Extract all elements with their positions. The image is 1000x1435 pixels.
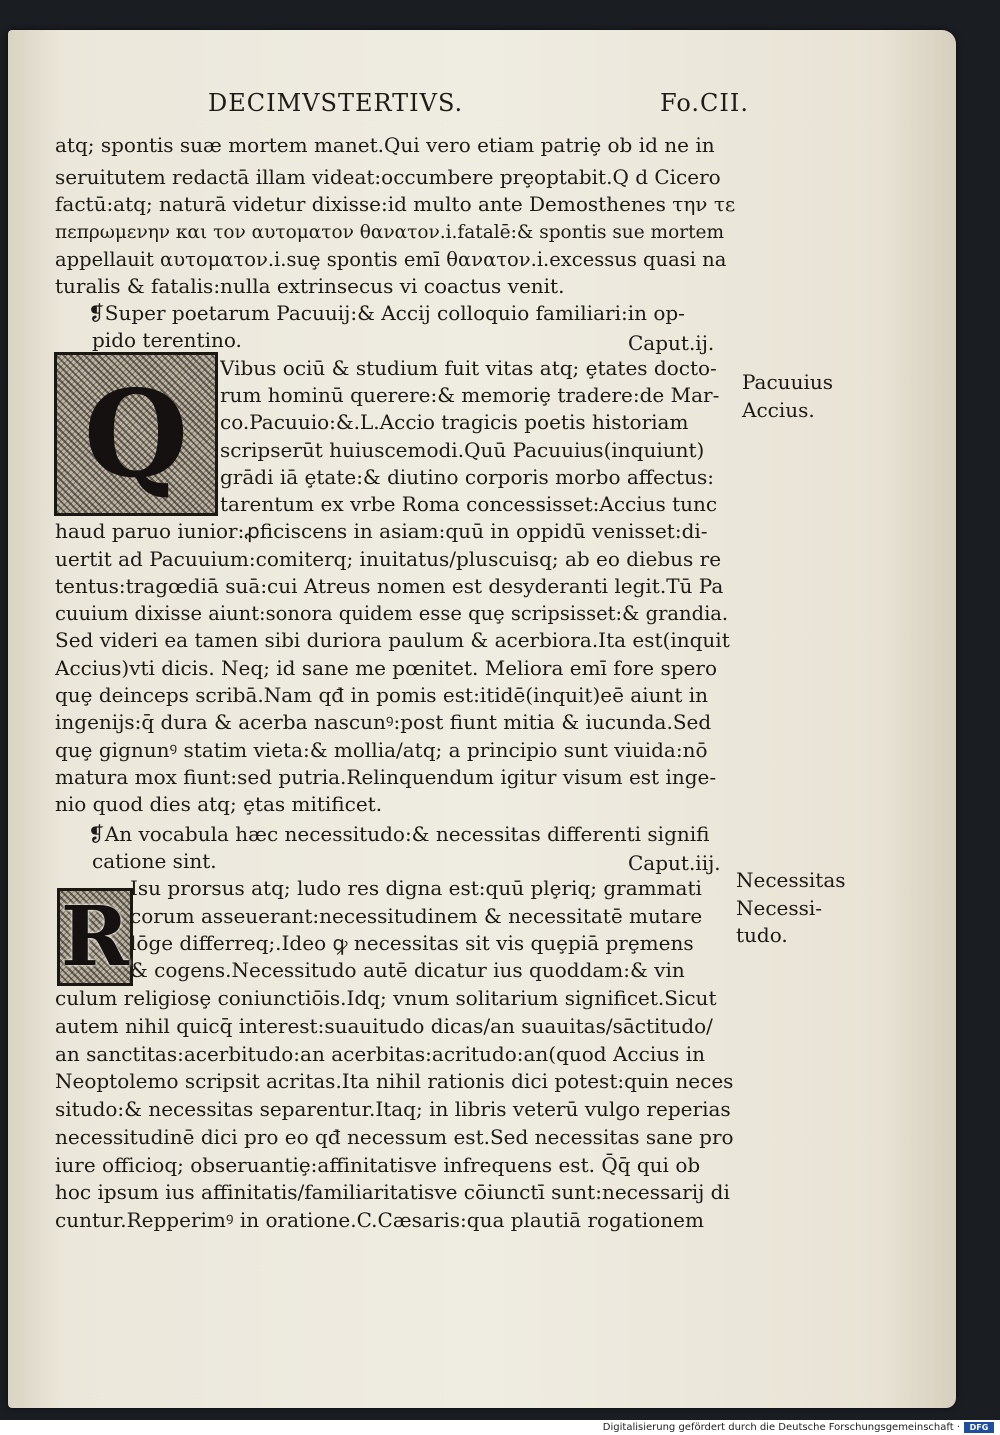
chapter-mark: Caput.ij. <box>628 331 715 355</box>
text-line: atq; spontis suæ mortem manet.Qui vero etiam patriȩ ob id ne in <box>55 133 715 157</box>
text-line: & cogens.Necessitudo autē dicatur ius quoddam:& vin <box>130 958 685 982</box>
text-line: cuuium dixisse aiunt:sonora quidem esse quȩ scripsisset:& grandia. <box>55 602 729 625</box>
funding-credit: Digitalisierung gefördert durch die Deutsche Forschungsgemeinschaft · <box>602 1422 960 1433</box>
text-line: necessitudinē dici pro eo qđ necessum est.Sed necessitas sane pro <box>55 1125 734 1149</box>
chapter-heading: catione sint. <box>92 849 217 873</box>
text-line: Neoptolemo scripsit acritas.Ita nihil rationis dici potest:quin neces <box>55 1069 734 1093</box>
chapter-mark: Caput.iij. <box>628 851 721 875</box>
running-title: DECIMVSTERTIVS. <box>208 89 464 117</box>
decorated-initial-r: R <box>57 888 133 986</box>
text-line: Sed videri ea tamen sibi duriora paulum & acerbiora.Ita est(inquit <box>55 628 730 652</box>
text-line: Isu prorsus atq; ludo res digna est:quū plȩriq; grammati <box>130 876 702 900</box>
text-line: co.Pacuuio:&.L.Accio tragicis poetis historiam <box>220 410 689 434</box>
chapter-heading: ❡An vocabula hæc necessitudo:& necessitas differenti signifi <box>88 822 710 846</box>
text-line: uertit ad Pacuuium:comiterq; inuitatus/pluscuisq; ab eo diebus re <box>55 547 722 571</box>
text-line: iure officioq; obseruantiȩ:affinitatisve infrequens est. Q̄q̄ qui ob <box>55 1153 701 1177</box>
marginal-note-accius: Accius. <box>742 398 815 422</box>
marginal-note-necessitas: Necessitas <box>736 868 846 892</box>
text-line: factū:atq; naturā videtur dixisse:id multo ante Demosthenes την τε <box>55 192 736 216</box>
text-line: ingenijs:q̄ dura & acerba nascunꝰ:post fiunt mitia & iucunda.Sed <box>55 710 712 734</box>
text-line: grādi iā ȩtate:& diutino corporis morbo affectus: <box>220 465 714 489</box>
text-line: Accius)vti dicis. Neq; id sane me pœnitet. Meliora emī fore spero <box>55 656 717 680</box>
text-line: cuntur.Repperimꝰ in oratione.C.Cæsaris:qua plautiā rogationem <box>55 1208 704 1232</box>
folio-number: Fo.CII. <box>660 89 749 117</box>
text-line: situdo:& necessitas separentur.Itaq; in libris veterū vulgo reperias <box>55 1097 731 1121</box>
marginal-note-necessi: Necessi- <box>736 896 823 920</box>
text-line: lōge differreq;.Ideo ꝙ necessitas sit vis quȩpiā prȩmens <box>130 931 694 955</box>
text-line: turalis & fatalis:nulla extrinsecus vi coactus venit. <box>55 274 565 298</box>
text-line: culum religiosȩ coniunctiōis.Idq; vnum solitarium significet.Sicut <box>55 986 717 1010</box>
text-line: πεπρωμενην και τον αυτοματον θανατον.i.fatalē:& spontis sue mortem <box>55 222 724 243</box>
text-line: tarentum ex vrbe Roma concessisset:Accius tunc <box>220 492 718 516</box>
text-line: seruitutem redactā illam videat:occumbere prȩoptabit.Q d Cicero <box>55 165 721 189</box>
chapter-heading: pido terentino. <box>92 328 242 352</box>
text-line: tentus:tragœdiā suā:cui Atreus nomen est desyderanti legit.Tū Pa <box>55 574 724 598</box>
text-line: quȩ gignunꝰ statim vieta:& mollia/atq; a principio sunt viuida:nō <box>55 738 708 762</box>
text-line: haud paruo iunior:ꝓficiscens in asiam:quū in oppidū venisset:di- <box>55 519 708 543</box>
marginal-note-tudo: tudo. <box>736 923 788 947</box>
marginal-note-pacuuius: Pacuuius <box>742 370 833 394</box>
text-line: nio quod dies atq; ȩtas mitificet. <box>55 792 383 816</box>
dfg-logo: DFG <box>964 1422 994 1433</box>
text-line: rum hominū querere:& memoriȩ tradere:de Mar- <box>220 383 720 407</box>
text-line: scripserūt huiuscemodi.Quū Pacuuius(inquiunt) <box>220 438 705 462</box>
text-line: matura mox fiunt:sed putria.Relinquendum igitur visum est inge- <box>55 765 717 789</box>
text-line: autem nihil quicq̄ interest:suauitudo dicas/an suauitas/sāctitudo/ <box>55 1014 713 1038</box>
footer-bar <box>0 1420 1000 1435</box>
text-line: an sanctitas:acerbitudo:an acerbitas:acritudo:an(quod Accius in <box>55 1042 705 1066</box>
text-line: Vibus ociū & studium fuit vitas atq; ȩtates docto- <box>220 356 717 380</box>
text-line: appellauit αυτοματον.i.suȩ spontis emī θανατον.i.excessus quasi na <box>55 248 727 271</box>
text-line: corum asseuerant:necessitudinem & necessitatē mutare <box>130 904 703 928</box>
chapter-heading: ❡Super poetarum Pacuuij:& Accij colloquio familiari:in op- <box>88 301 685 325</box>
decorated-initial-q: Q <box>54 352 218 516</box>
text-line: hoc ipsum ius affinitatis/familiaritatisve cōiunctī sunt:necessarij di <box>55 1180 730 1204</box>
text-line: quȩ deinceps scribā.Nam qđ in pomis est:itidē(inquit)eē aiunt in <box>55 683 709 707</box>
